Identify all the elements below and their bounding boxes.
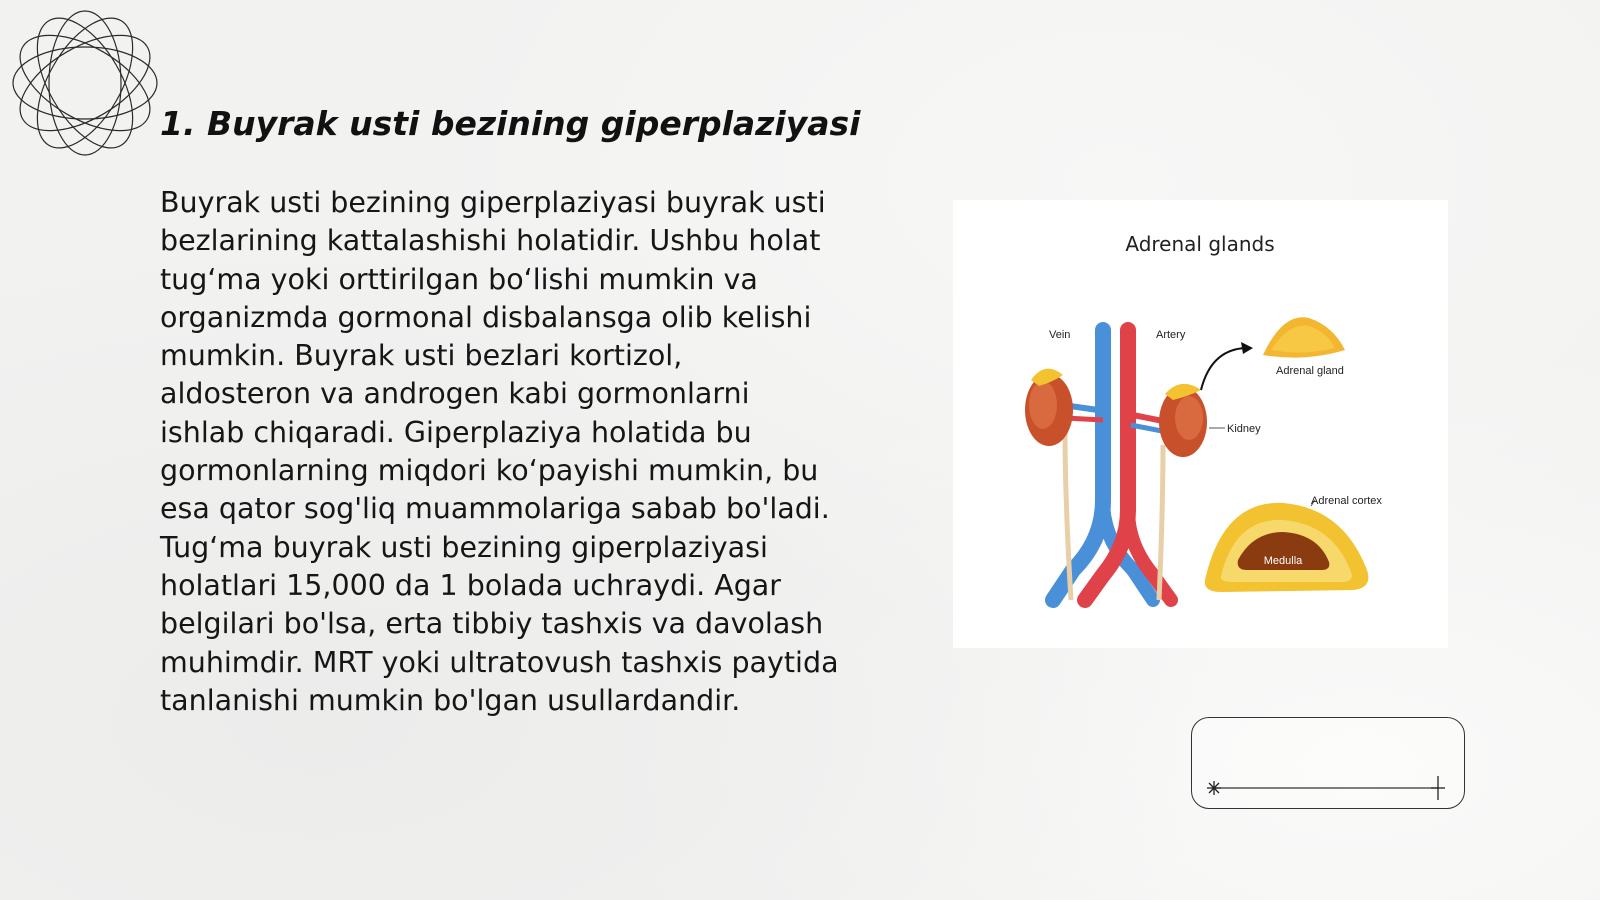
slide-title: 1. Buyrak usti bezining giperplaziyasi xyxy=(160,104,861,143)
crosshair-icon xyxy=(1431,776,1445,800)
adrenal-glands-illustration xyxy=(953,200,1448,648)
blood-vessels xyxy=(1053,330,1171,600)
label-medulla: Medulla xyxy=(1263,555,1303,567)
left-kidney xyxy=(1025,369,1073,446)
slide-body-text: Buyrak usti bezining giperplaziyasi buyrak usti bezlarining kattalashishi holatidir. Ushbu holat tug‘ma yoki orttirilgan bo‘lishi mumkin va organizmda gormonal disbalansga olib kelishi mumkin. Buyrak usti bezlari kortizol, aldosteron va androgen kabi gormonlarni ishlab chiqaradi. Giperplaziya holatida bu gormonlarning miqdori ko‘payishi mumkin, bu esa qator sog'liq muammolariga sabab bo'ladi. Tug‘ma buyrak usti bezining giperplaziyasi holatlari 15,000 da 1 bolada uchraydi. Agar belgilari bo'lsa, erta tibbiy tashxis va davolash muhimdir. MRT yoki ultratovush tashxis paytida tanlanishi mumkin bo'lgan usullardandir. xyxy=(160,186,839,717)
adrenal-cross-section xyxy=(1205,503,1369,592)
figure-title: Adrenal glands xyxy=(1125,232,1275,256)
arrow-icon xyxy=(1201,348,1245,390)
right-kidney xyxy=(1159,384,1207,457)
adrenal-gland-detail xyxy=(1263,317,1345,357)
ornament-icon xyxy=(10,8,160,158)
label-vein: Vein xyxy=(1049,329,1071,341)
label-kidney: Kidney xyxy=(1227,423,1261,435)
decorative-line-box xyxy=(1191,717,1465,809)
label-artery: Artery xyxy=(1156,329,1186,341)
label-adrenal-gland: Adrenal gland xyxy=(1276,365,1344,377)
arrowhead-icon xyxy=(1241,342,1253,354)
label-adrenal-cortex: Adrenal cortex xyxy=(1311,495,1382,507)
sparkle-icon xyxy=(1207,781,1221,795)
